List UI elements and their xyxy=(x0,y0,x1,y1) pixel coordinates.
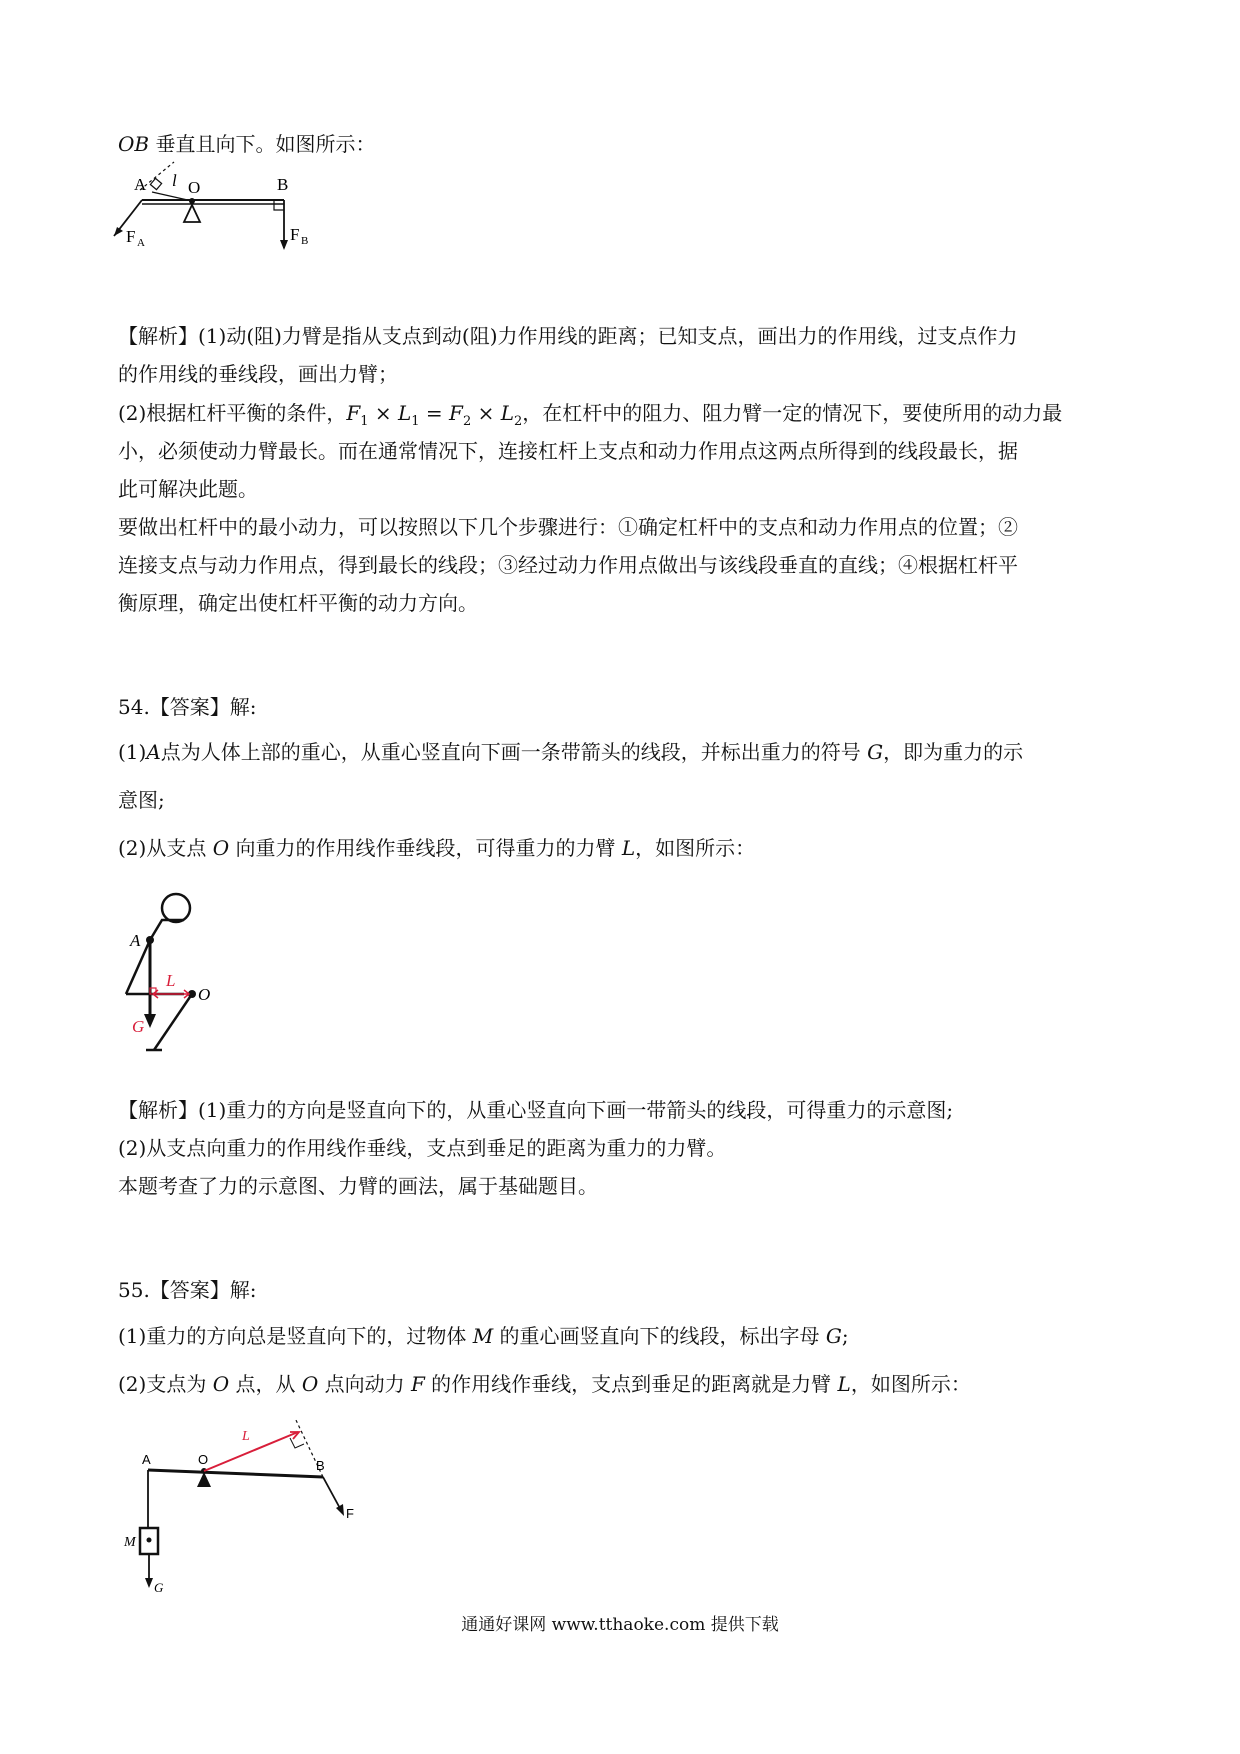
section55-p2: (2)支点为 O 点，从 O 点向动力 F 的作用线作垂线，支点到垂足的距离就是力臂 L，如图所示： xyxy=(118,1372,971,1396)
label-FA: F xyxy=(126,227,136,246)
formula: $F_1 \times L_1 = F_2 \times L_2$ xyxy=(346,401,523,429)
section54-p1: (1)A点为人体上部的重心，从重心竖直向下画一条带箭头的线段，并标出重力的符号 G，即为重力的示 xyxy=(118,740,1024,764)
section55-heading: 55.【答案】解: xyxy=(118,1278,257,1302)
label-B: B xyxy=(277,175,289,194)
label-FB-sub: B xyxy=(301,235,309,247)
analysis-54-line3: 本题考查了力的示意图、力臂的画法，属于基础题目。 xyxy=(118,1174,598,1198)
label-A: A xyxy=(134,175,147,194)
label-O: O xyxy=(188,178,201,197)
label-FB: F xyxy=(290,225,300,244)
analysis-53-line4: 小，必须使动力臂最长。而在通常情况下，连接杠杆上支点和动力作用点这两点所得到的线段最长，据 xyxy=(118,439,1018,463)
label-FA-sub: A xyxy=(137,237,145,249)
lever-figure-3 xyxy=(118,1408,378,1598)
intro-text: 垂直且向下。如图所示： xyxy=(149,132,376,156)
label-L: L xyxy=(166,971,176,990)
segment-OB: OB xyxy=(118,132,150,156)
analysis-53-line2: 的作用线的垂线段，画出力臂； xyxy=(118,362,398,386)
label-F: F xyxy=(346,1506,354,1521)
section55-p1: (1)重力的方向总是竖直向下的，过物体 M 的重心画竖直向下的线段，标出字母 G; xyxy=(118,1324,849,1348)
label-A: A xyxy=(142,1452,151,1467)
label-l: l xyxy=(172,171,177,190)
section54-p3: (2)从支点 O 向重力的作用线作垂线段，可得重力的力臂 L，如图所示： xyxy=(118,836,756,860)
label-B: B xyxy=(316,1458,325,1473)
analysis-53-line3: (2)根据杠杆平衡的条件，$F_1 \times L_1 = F_2 \times L_2$，在杠杆中的阻力、阻力臂一定的情况下，要使所用的动力最 xyxy=(118,401,1063,429)
analysis-54-line1: 【解析】(1)重力的方向是竖直向下的，从重心竖直向下画一带箭头的线段，可得重力的示意图; xyxy=(118,1098,954,1122)
analysis-53-line7: 连接支点与动力作用点，得到最长的线段；③经过动力作用点做出与该线段垂直的直线；④根据杠杆平 xyxy=(118,553,1018,577)
body-lever-figure xyxy=(118,890,238,1060)
label-L: L xyxy=(242,1429,250,1444)
section54-p2: 意图; xyxy=(118,788,165,812)
analysis-53-line8: 衡原理，确定出使杠杆平衡的动力方向。 xyxy=(118,591,478,615)
analysis-53-line6: 要做出杠杆中的最小动力，可以按照以下几个步骤进行：①确定杠杆中的支点和动力作用点的位置；② xyxy=(118,515,1018,539)
label-M: M xyxy=(124,1535,136,1550)
section54-heading: 54.【答案】解: xyxy=(118,695,257,719)
label-O: O xyxy=(198,985,211,1004)
page-footer: 通通好课网 www.tthaoke.com 提供下载 xyxy=(461,1615,779,1635)
section53-intro xyxy=(118,130,375,158)
lever-figure-1 xyxy=(112,170,362,280)
label-O: O xyxy=(198,1452,209,1467)
analysis-54-line2: (2)从支点向重力的作用线作垂线，支点到垂足的距离为重力的力臂。 xyxy=(118,1136,727,1160)
label-G: G xyxy=(154,1580,164,1595)
analysis-53-line1: 【解析】(1)动(阻)力臂是指从支点到动(阻)力作用线的距离；已知支点，画出力的作用线，过支点作力 xyxy=(118,324,1018,348)
label-G: G xyxy=(132,1017,145,1036)
analysis-53-line5: 此可解决此题。 xyxy=(118,477,258,501)
label-A: A xyxy=(130,931,141,950)
